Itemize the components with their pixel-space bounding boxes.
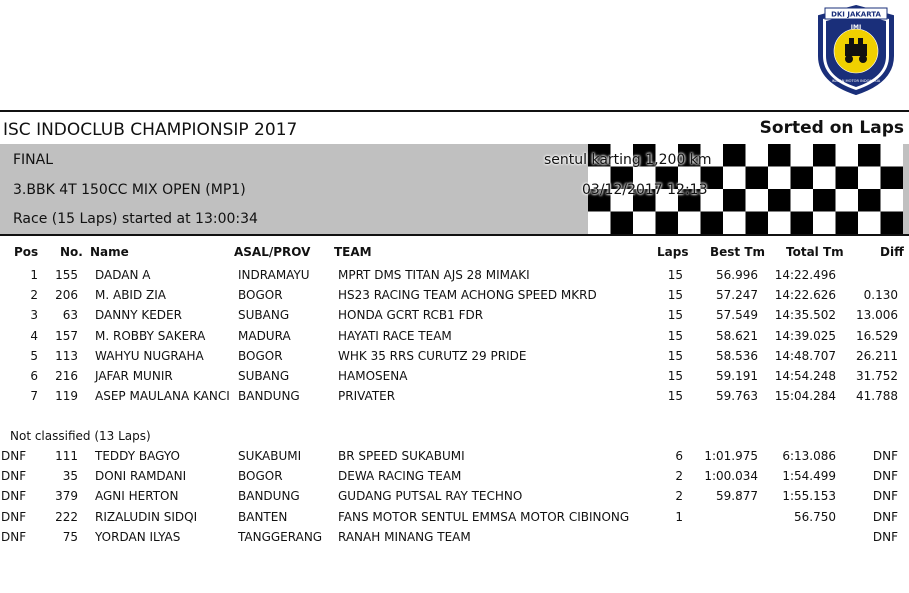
track-label: sentul karting 1,200 km	[544, 152, 712, 168]
cell-team: RANAH MINANG TEAM	[338, 529, 471, 544]
cell-total: 14:39.025	[774, 328, 836, 343]
cell-best: 58.536	[716, 348, 758, 363]
header-rule	[0, 234, 909, 236]
cell-best: 1:01.975	[704, 449, 758, 463]
cell-diff: DNF	[872, 469, 898, 484]
cell-name: AGNI HERTON	[95, 489, 179, 504]
cell-team: HAMOSENA	[338, 369, 408, 383]
cell-no: 113	[55, 348, 78, 363]
cell-team: HS23 RACING TEAM ACHONG SPEED MKRD	[338, 288, 597, 303]
event-datetime: 03/12/2017 12:13	[582, 182, 708, 198]
table-row	[0, 308, 909, 328]
col-name: Name	[90, 245, 129, 259]
cell-total: 15:04.284	[774, 389, 836, 404]
cell-total: 14:54.248	[774, 369, 836, 383]
cell-laps: 15	[667, 308, 683, 323]
cell-name: TEDDY BAGYO	[95, 449, 180, 463]
cell-diff: 41.788	[856, 389, 898, 404]
logo-mid-text: IMI	[850, 24, 862, 31]
cell-name: M. ABID ZIA	[95, 288, 166, 303]
cell-pos: DNF	[1, 489, 27, 504]
cell-no: 111	[55, 449, 78, 463]
cell-no: 216	[55, 369, 78, 383]
race-start-label: Race (15 Laps) started at 13:00:34	[13, 211, 258, 227]
session-label: FINAL	[13, 152, 54, 168]
cell-no: 155	[55, 268, 78, 282]
cell-best: 1:00.034	[704, 469, 758, 484]
cell-total: 14:22.626	[774, 288, 836, 303]
table-row	[0, 369, 909, 389]
cell-asal: BANDUNG	[238, 489, 300, 504]
cell-team: MPRT DMS TITAN AJS 28 MIMAKI	[338, 268, 530, 282]
cell-total: 1:54.499	[782, 469, 836, 484]
cell-total: 1:55.153	[782, 489, 836, 504]
table-row	[0, 288, 909, 308]
col-diff: Diff	[880, 245, 904, 259]
cell-name: M. ROBBY SAKERA	[95, 328, 206, 343]
event-info-box	[0, 144, 909, 234]
cell-best: 59.191	[716, 369, 758, 383]
cell-pos: 4	[30, 328, 38, 343]
col-best: Best Tm	[710, 245, 766, 259]
cell-asal: BANTEN	[238, 509, 288, 524]
cell-asal: TANGGERANG	[238, 529, 323, 544]
not-classified-label: Not classified (13 Laps)	[10, 429, 151, 443]
col-no: No.	[60, 245, 83, 259]
cell-pos: DNF	[1, 469, 27, 484]
cell-team: BR SPEED SUKABUMI	[338, 449, 465, 463]
cell-best: 58.621	[716, 328, 758, 343]
cell-diff: DNF	[872, 449, 898, 463]
cell-best: 57.549	[716, 308, 758, 323]
sort-label: Sorted on Laps	[759, 118, 904, 138]
imi-dki-jakarta-logo	[815, 4, 897, 96]
cell-team: HONDA GCRT RCB1 FDR	[338, 308, 484, 323]
cell-asal: SUBANG	[238, 369, 290, 383]
championship-title: ISC INDOCLUB CHAMPIONSIP 2017	[3, 120, 298, 140]
cell-no: 157	[55, 328, 78, 343]
cell-name: DONI RAMDANI	[95, 469, 187, 484]
col-laps: Laps	[657, 245, 689, 259]
cell-diff: DNF	[872, 529, 898, 544]
cell-pos: 3	[30, 308, 38, 323]
cell-total: 56.750	[794, 509, 836, 524]
table-row	[0, 469, 909, 489]
cell-asal: SUKABUMI	[238, 449, 302, 463]
table-row	[0, 530, 909, 550]
cell-pos: 1	[30, 268, 38, 282]
logo-top-text: DKI JAKARTA	[831, 10, 881, 19]
table-row	[0, 349, 909, 369]
cell-name: YORDAN ILYAS	[95, 529, 181, 544]
col-asal: ASAL/PROV	[234, 245, 311, 259]
cell-pos: DNF	[1, 529, 27, 544]
cell-asal: INDRAMAYU	[238, 268, 310, 282]
class-label: 3.BBK 4T 150CC MIX OPEN (MP1)	[13, 182, 246, 198]
cell-diff: 26.211	[856, 348, 898, 363]
cell-team: WHK 35 RRS CURUTZ 29 PRIDE	[338, 348, 527, 363]
cell-no: 119	[55, 389, 78, 404]
cell-laps: 15	[667, 389, 683, 404]
cell-laps: 2	[675, 489, 683, 504]
cell-laps: 15	[667, 348, 683, 363]
cell-team: DEWA RACING TEAM	[338, 469, 462, 484]
table-row	[0, 389, 909, 409]
cell-name: JAFAR MUNIR	[95, 369, 173, 383]
cell-asal: BOGOR	[238, 288, 283, 303]
cell-laps: 15	[667, 268, 683, 282]
col-pos: Pos	[14, 245, 39, 259]
cell-total: 14:48.707	[774, 348, 836, 363]
cell-name: ASEP MAULANA KANCI	[95, 389, 230, 404]
cell-asal: SUBANG	[238, 308, 290, 323]
cell-total: 14:22.496	[774, 268, 836, 282]
cell-no: 63	[62, 308, 78, 323]
cell-laps: 15	[667, 288, 683, 303]
cell-laps: 1	[675, 509, 683, 524]
cell-name: DANNY KEDER	[95, 308, 182, 323]
cell-pos: 5	[30, 348, 38, 363]
cell-name: WAHYU NUGRAHA	[95, 348, 204, 363]
cell-best: 57.247	[716, 288, 758, 303]
col-team: TEAM	[334, 245, 372, 259]
cell-total: 14:35.502	[774, 308, 836, 323]
table-row	[0, 449, 909, 469]
cell-best: 59.763	[716, 389, 758, 404]
cell-no: 35	[62, 469, 78, 484]
cell-laps: 6	[675, 449, 683, 463]
cell-laps: 2	[675, 469, 683, 484]
cell-pos: DNF	[1, 449, 27, 463]
cell-name: RIZALUDIN SIDQI	[95, 509, 198, 524]
cell-team: FANS MOTOR SENTUL EMMSA MOTOR CIBINONG	[338, 509, 630, 524]
cell-laps: 15	[667, 328, 683, 343]
cell-no: 75	[62, 529, 78, 544]
cell-laps: 15	[667, 369, 683, 383]
cell-team: HAYATI RACE TEAM	[338, 328, 452, 343]
cell-asal: BOGOR	[238, 469, 283, 484]
cell-best: 56.996	[716, 268, 758, 282]
cell-diff: 13.006	[856, 308, 898, 323]
cell-asal: BOGOR	[238, 348, 283, 363]
cell-diff: 31.752	[856, 369, 898, 383]
cell-asal: MADURA	[238, 328, 291, 343]
cell-no: 222	[55, 509, 78, 524]
cell-diff: 16.529	[856, 328, 898, 343]
cell-pos: 6	[30, 369, 38, 383]
table-row	[0, 329, 909, 349]
cell-diff: 0.130	[863, 288, 898, 303]
cell-pos: 7	[30, 389, 38, 404]
cell-team: GUDANG PUTSAL RAY TECHNO	[338, 489, 523, 504]
table-row	[0, 510, 909, 530]
cell-pos: 2	[30, 288, 38, 303]
table-row	[0, 489, 909, 509]
title-bar	[0, 110, 909, 142]
cell-diff: DNF	[872, 489, 898, 504]
cell-no: 379	[55, 489, 78, 504]
cell-pos: DNF	[1, 509, 27, 524]
table-row	[0, 268, 909, 288]
cell-diff: DNF	[872, 509, 898, 524]
cell-best: 59.877	[716, 489, 758, 504]
col-total: Total Tm	[786, 245, 844, 259]
logo-ring-text: IKATAN MOTOR INDONESIA	[831, 79, 881, 83]
cell-asal: BANDUNG	[238, 389, 300, 404]
cell-name: DADAN A	[95, 268, 151, 282]
cell-no: 206	[55, 288, 78, 303]
cell-total: 6:13.086	[782, 449, 836, 463]
cell-team: PRIVATER	[338, 389, 396, 404]
